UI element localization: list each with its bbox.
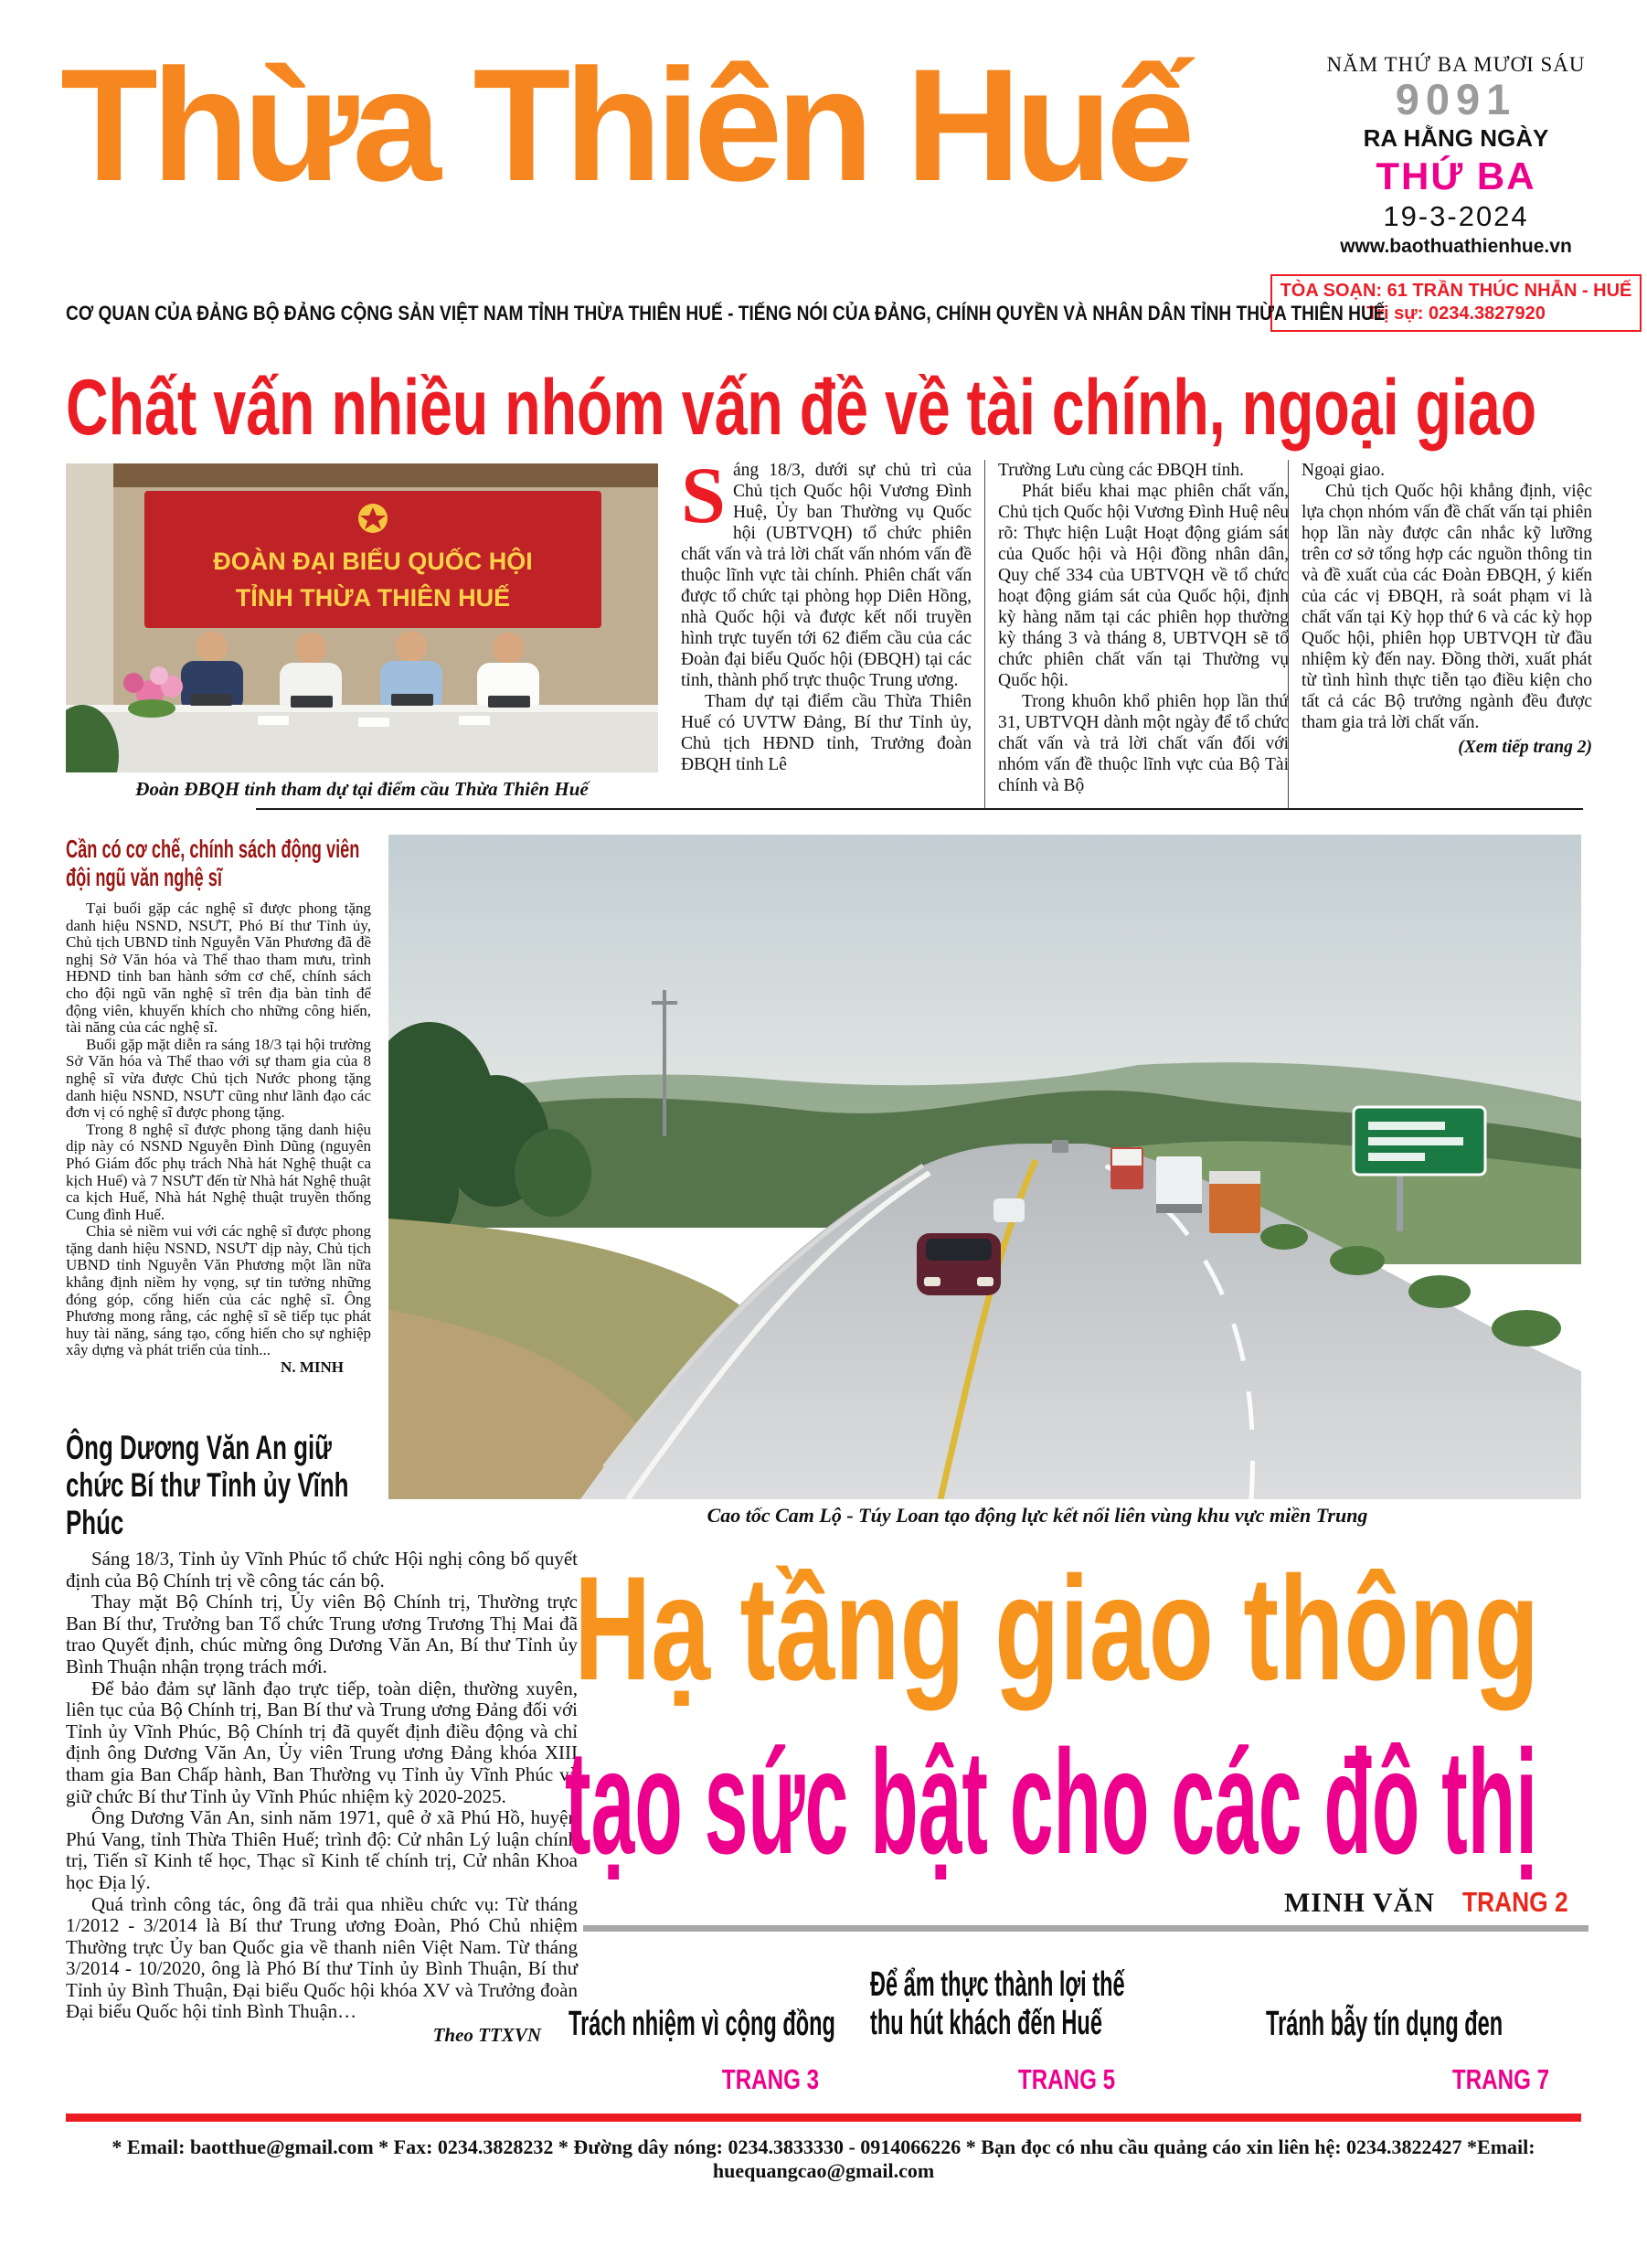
article-artists-body <box>66 900 371 1377</box>
masthead-title: Thừa Thiên Huế <box>60 37 1189 215</box>
banner-line1: ĐOÀN ĐẠI BIỂU QUỐC HỘI <box>213 548 533 575</box>
gray-divider <box>583 1925 1589 1932</box>
lead-paragraph: Phát biểu khai mạc phiên chất vấn, Chủ tịch Quốc hội Vương Đình Huệ nêu rõ: Thực hiện Luật Hoạt động giám sát của Quốc hội và Hội đồng nhân dân, Quy chế 334 của UBTVQH về tổ chức hoạt động giám sát của Quốc hội, định kỳ hàng năm tại các phiên họp thường kỳ tháng 3 và tháng 8, UBTVQH sẽ tổ chức phiên chất vấn tại Thường vụ Quốc hội. <box>998 482 1289 690</box>
teaser-community <box>568 2005 835 2105</box>
power-pole <box>663 990 666 1136</box>
teaser-cuisine <box>870 1965 1125 2103</box>
paragraph: Ông Dương Văn An, sinh năm 1971, quê ở xã Phú Hồ, huyện Phú Vang, tỉnh Thừa Thiên Huế; trình độ: Cử nhân Lý luận chính trị, Tiến sĩ Kinh tế học, Thạc sĩ Kinh tế chính trị, Cử nhân Khoa học Địa lý. <box>66 1806 578 1893</box>
lead-photo-caption: Đoàn ĐBQH tỉnh tham dự tại điểm cầu Thừa Thiên Huế <box>135 778 589 800</box>
feature-photo-caption: Cao tốc Cam Lộ - Túy Loan tạo động lực kết nối liên vùng khu vực miền Trung <box>707 1504 1368 1527</box>
lead-paragraph: Ngoại giao. <box>1302 461 1385 480</box>
paragraph: Để bảo đảm sự lãnh đạo trực tiếp, toàn diện, thường xuyên, liên tục của Bộ Chính trị, Ban Bí thư và Trung ương Đảng đối với Tỉnh ủy Vĩnh Phúc, Bộ Chính trị đã quyết định điều động và chỉ định ông Dương Văn An, Ủy viên Trung ương Đảng khóa XIII tham gia Ban Chấp hành, Ban Thường vụ Tỉnh ủy Vĩnh Phúc và giữ chức Bí thư Tỉnh ủy Vĩnh Phúc nhiệm kỳ 2020-2025. <box>66 1677 578 1807</box>
weekday-label: THỨ BA <box>1376 154 1536 197</box>
teaser-title: Tránh bẫy tín dụng đen <box>1266 2005 1504 2043</box>
lead-column-3 <box>1288 460 1592 809</box>
teaser-title: Trách nhiệm vì cộng đồng <box>568 2005 835 2043</box>
lead-paragraph: Chủ tịch Quốc hội khẳng định, việc lựa chọn nhóm vấn đề chất vấn tại phiên họp lần này được cân nhắc kỹ lưỡng trên cơ sở tổng hợp các nguồn thông tin và đề xuất của các Đoàn ĐBQH, ý kiến của các vị ĐBQH, rà soát phạm vi là chất vấn tại Kỳ họp thứ 6 và các kỳ họp Quốc hội, phiên họp UBTVQH từ đầu nhiệm kỳ đến nay. Đồng thời, xuất phát từ tình hình thực tiễn tạo điều kiện cho tất cả các Bộ trưởng ngành đều được tham gia trả lời chất vấn. <box>1302 482 1592 732</box>
lead-photo-conference <box>66 463 658 772</box>
lead-paragraph: Trong khuôn khổ phiên họp lần thứ 31, UBTVQH dành một ngày để tổ chức chất vấn và trả lời chất vấn đối với nhóm vấn đề thuộc lĩnh vực của Bộ Tài chính và Bộ <box>998 692 1289 795</box>
newspaper-slogan: CƠ QUAN CỦA ĐẢNG BỘ ĐẢNG CỘNG SẢN VIỆT NAM TỈNH THỪA THIÊN HUẾ - TIẾNG NÓI CỦA ĐẢNG, CHÍNH QUYỀN VÀ NHÂN DÂN TỈNH THỪA THIÊN HUẾ <box>66 302 1386 325</box>
section-divider <box>256 808 1583 810</box>
source-credit: Theo TTXVN <box>432 2024 541 2047</box>
paragraph: Tại buổi gặp các nghệ sĩ được phong tặng danh hiệu NSND, NSƯT, Phó Bí thư Tỉnh ủy, Chủ tịch UBND tỉnh Nguyễn Văn Phương đã đề nghị Sở Văn hóa và Thể thao tham mưu, trình HĐND tỉnh ban hành sớm cơ chế, chính sách cho đội ngũ văn nghệ sĩ trên địa bàn tỉnh để động viên, khuyến khích cho những công hiến, tài năng của các nghệ sĩ. <box>66 900 371 1037</box>
feature-byline-row <box>1005 1886 1587 1919</box>
footer-red-bar <box>66 2114 1581 2122</box>
lead-column-2 <box>984 460 1289 809</box>
paragraph: Thay mặt Bộ Chính trị, Ủy viên Bộ Chính trị, Thường trực Ban Bí thư, Trưởng ban Tổ chức Trung ương Trương Thị Mai đã trao Quyết định, chúc mừng ông Dương Văn An, Bí thư Tỉnh ủy Bình Thuận nhận trọng trách mới. <box>66 1591 578 1677</box>
article-artists <box>66 835 371 1377</box>
paragraph: Buổi gặp mặt diễn ra sáng 18/3 tại hội trường Sở Văn hóa và Thể thao với sự tham gia của 8 nghệ sĩ vừa được Chủ tịch Nước phong tặng danh hiệu NSND, NSƯT cũng như lãnh đạo các đơn vị có nghệ sĩ được phong tặng. <box>66 1035 371 1122</box>
paragraph: Sáng 18/3, Tỉnh ủy Vĩnh Phúc tổ chức Hội nghị công bố quyết định của Bộ Chính trị về công tác cán bộ. <box>66 1548 578 1592</box>
paragraph: Quá trình công tác, ông đã trải qua nhiều chức vụ: Từ tháng 1/2012 - 3/2014 là Bí thư Trung ương Đoàn, Phó Chủ nhiệm Thường trực Ủy ban Quốc gia về thanh niên Việt Nam. Từ tháng 3/2014 - 10/2020, ông là Phó Bí thư Tỉnh ủy Bình Thuận, Bí thư Tỉnh ủy Bình Thuận, Đại biểu Quốc hội khóa XV và Trưởng đoàn Đại biểu Quốc hội tỉnh Bình Thuận… <box>66 1892 578 2023</box>
pole-crossarm <box>652 1001 677 1005</box>
teaser-title-line2: thu hút khách đến Huế <box>870 2004 1102 2042</box>
teaser-page-ref: TRANG 5 <box>1017 2063 1115 2095</box>
article-an-headline: Ông Dương Văn An giữ chức Bí thư Tỉnh ủy Vĩnh Phúc <box>66 1429 349 1541</box>
suv-maroon <box>917 1233 1001 1295</box>
highway-photo-illustration <box>388 835 1581 1499</box>
wood-beam <box>66 463 658 487</box>
feature-byline: MINH VĂN <box>1283 1888 1435 1918</box>
conference-photo-illustration <box>66 463 658 772</box>
paragraph: Trong 8 nghệ sĩ được phong tặng danh hiệu dịp này có NSND Nguyễn Đình Dũng (nguyên Phó Giám đốc phụ trách Nhà hát Nghệ thuật ca kịch Huế) và 7 NSƯT đến từ Nhà hát Nghệ thuật ca kịch Huế, Nhà hát Nghệ thuật truyền thống Cung đình Huế. <box>66 1120 371 1223</box>
paragraph: Chia sẻ niềm vui với các nghệ sĩ được phong tặng danh hiệu NSND, NSƯT dịp này, Chủ tịch UBND tỉnh Nguyễn Văn Phương một lần nữa khẳng định niềm hy vọng, sự tin tưởng những đóng góp, cống hiến của các nghệ sĩ. Ông Phương mong rằng, các nghệ sĩ sẽ tiếp tục phát huy tài năng, sáng tạo, cống hiến cho sự nghiệp xây dựng và phát triển của tỉnh... <box>66 1222 371 1359</box>
lead-paragraph: Sáng 18/3, dưới sự chủ trì của Chủ tịch Quốc hội Vương Đình Huệ, Ủy ban Thường vụ Quốc hội (UBTVQH) tổ chức phiên chất vấn và trả lời chất vấn nhóm vấn đề thuộc lĩnh vực tài chính. Phiên chất vấn được tổ chức tại phòng họp Diên Hồng, nhà Quốc hội và được kết nối truyền hình trực tuyến tới 62 điểm cầu của các Đoàn đại biểu Quốc hội (ĐBQH) tại các tỉnh, thành phố trực thuộc Trung ương. <box>681 460 972 690</box>
feature-headline-line2: tạo sức bật cho các đô thị <box>565 1720 1538 1885</box>
white-car <box>994 1198 1025 1222</box>
office-phone: Trị sự: 0234.3827920 <box>1366 303 1546 324</box>
feature-photo-highway <box>388 835 1581 1499</box>
edition-line: NĂM THỨ BA MƯƠI SÁU <box>1326 53 1586 76</box>
teaser-credit <box>1266 2005 1549 2105</box>
issue-date: 19-3-2024 <box>1383 200 1529 232</box>
issue-number: 9091 <box>1395 75 1517 123</box>
lead-column-1 <box>681 460 972 809</box>
website-url: www.baothuathienhue.vn <box>1340 236 1572 257</box>
feature-headline-line1: Hạ tầng giao thông <box>574 1546 1540 1711</box>
teaser-page-ref: TRANG 7 <box>1451 2063 1549 2095</box>
office-address: TÒA SOẠN: 61 TRẦN THÚC NHẪN - HUẾ <box>1280 281 1632 301</box>
teaser-title-line1: Để ẩm thực thành lợi thế <box>870 1965 1125 2004</box>
banner-line2: TỈNH THỪA THIÊN HUẾ <box>235 584 511 612</box>
article-an-body <box>66 1549 578 2047</box>
footer-contact-line: * Email: baotthue@gmail.com * Fax: 0234.3828232 * Đường dây nóng: 0234.3833330 - 0914066226 * Bạn đọc có nhu cầu quảng cáo xin liên hệ: 0234.3822427 *Email: huequangcao@gmail.com <box>112 2135 1535 2182</box>
header-right-block <box>1272 53 1640 260</box>
author-signature: N. MINH <box>281 1358 344 1377</box>
lead-paragraph: Trường Lưu cùng các ĐBQH tỉnh. <box>998 461 1245 480</box>
article-artists-headline: Cần có cơ chế, chính sách động viên đội ngũ văn nghệ sĩ <box>66 835 360 891</box>
lead-headline: Chất vấn nhiều nhóm vấn đề về tài chính, ngoại giao <box>66 364 1537 452</box>
lead-article-columns <box>681 460 1592 809</box>
teaser-page-ref: TRANG 3 <box>721 2063 819 2095</box>
lead-paragraph: Tham dự tại điểm cầu Thừa Thiên Huế có UVTW Đảng, Bí thư Tỉnh ủy, Chủ tịch HĐND tỉnh, Trưởng đoàn ĐBQH tỉnh Lê <box>681 692 972 774</box>
continuation-note: (Xem tiếp trang 2) <box>1458 738 1592 757</box>
drop-cap: S <box>681 460 726 540</box>
feature-page-ref: TRANG 2 <box>1461 1886 1568 1918</box>
frequency-line: RA HẰNG NGÀY <box>1363 124 1549 152</box>
